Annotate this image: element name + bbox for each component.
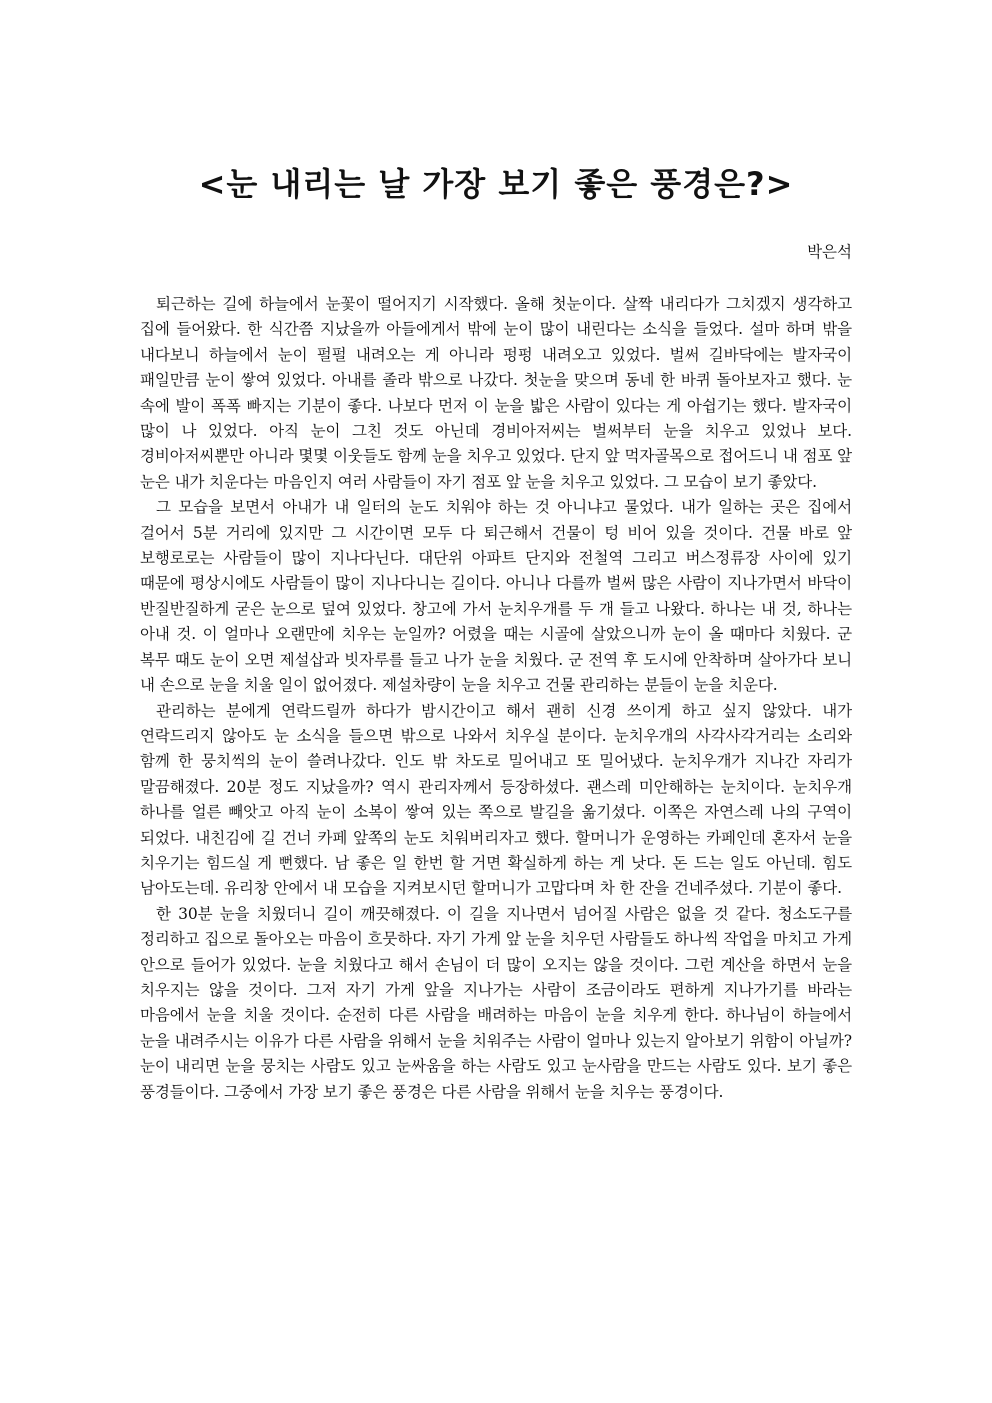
page-title: <눈 내리는 날 가장 보기 좋은 풍경은?> <box>198 165 794 203</box>
article-body <box>140 292 852 1105</box>
paragraph-2: 그 모습을 보면서 아내가 내 일터의 눈도 치워야 하는 것 아니냐고 물었다. 내가 일하는 곳은 집에서 걸어서 5분 거리에 있지만 그 시간이면 모두 다 퇴근해서 건물이 텅 비어 있을 것이다. 건물 바로 앞 보행로로는 사람들이 많이 지나다닌다. 대단위 아파트 단지와 전철역 그리고 버스정류장 사이에 있기 때문에 평상시에도 사람들이 많이 지나다니는 길이다. 아니나 다를까 벌써 많은 사람이 지나가면서 바닥이 반질반질하게 굳은 눈으로 덮여 있었다. 창고에 가서 눈치우개를 두 개 들고 나왔다. 하나는 내 것, 하나는 아내 것. 이 얼마나 오랜만에 치우는 눈일까? 어렸을 때는 시골에 살았으니까 눈이 올 때마다 치웠다. 군 복무 때도 눈이 오면 제설삽과 빗자루를 들고 나가 눈을 치웠다. 군 전역 후 도시에 안착하며 살아가다 보니 내 손으로 눈을 치울 일이 없어졌다. 제설차량이 눈을 치우고 건물 관리하는 분들이 눈을 치운다. <box>140 498 852 695</box>
author-name: 박은석 <box>807 243 852 261</box>
paragraph-1: 퇴근하는 길에 하늘에서 눈꽃이 떨어지기 시작했다. 올해 첫눈이다. 살짝 내리다가 그치겠지 생각하고 집에 들어왔다. 한 식간쯤 지났을까 아들에게서 밖에 눈이 많이 내린다는 소식을 들었다. 설마 하며 밖을 내다보니 하늘에서 눈이 펄펄 내려오는 게 아니라 펑펑 내려오고 있었다. 벌써 길바닥에는 발자국이 패일만큼 눈이 쌓여 있었다. 아내를 졸라 밖으로 나갔다. 첫눈을 맞으며 동네 한 바퀴 돌아보자고 했다. 눈 속에 발이 폭폭 빠지는 기분이 좋다. 나보다 먼저 이 눈을 밟은 사람이 있다는 게 아쉽기는 했다. 발자국이 많이 나 있었다. 아직 눈이 그친 것도 아닌데 경비아저씨는 벌써부터 눈을 치우고 있었나 보다. 경비아저씨뿐만 아니라 몇몇 이웃들도 함께 눈을 치우고 있었다. 단지 앞 먹자골목으로 접어드니 내 점포 앞 눈은 내가 치운다는 마음인지 여러 사람들이 자기 점포 앞 눈을 치우고 있었다. 그 모습이 보기 좋았다. <box>140 295 852 491</box>
paragraph-3: 관리하는 분에게 연락드릴까 하다가 밤시간이고 해서 괜히 신경 쓰이게 하고 싶지 않았다. 내가 연락드리지 않아도 눈 소식을 들으면 밖으로 나와서 치우실 분이다. 눈치우개의 사각사각거리는 소리와 함께 한 뭉치씩의 눈이 쓸려나갔다. 인도 밖 차도로 밀어내고 또 밀어냈다. 눈치우개가 지나간 자리가 말끔해졌다. 20분 정도 지났을까? 역시 관리자께서 등장하셨다. 괜스레 미안해하는 눈치이다. 눈치우개 하나를 얼른 빼앗고 아직 눈이 소복이 쌓여 있는 쪽으로 발길을 옮기셨다. 이쪽은 자연스레 나의 구역이 되었다. 내친김에 길 건너 카페 앞쪽의 눈도 치워버리자고 했다. 할머니가 운영하는 카페인데 혼자서 눈을 치우기는 힘드실 게 뻔했다. 남 좋은 일 한번 할 거면 확실하게 하는 게 낫다. 돈 드는 일도 아닌데. 힘도 남아도는데. 유리창 안에서 내 모습을 지켜보시던 할머니가 고맙다며 차 한 잔을 건네주셨다. 기분이 좋다. <box>140 701 852 898</box>
paragraph-4: 한 30분 눈을 치웠더니 길이 깨끗해졌다. 이 길을 지나면서 넘어질 사람은 없을 것 같다. 청소도구를 정리하고 집으로 돌아오는 마음이 흐뭇하다. 자기 가게 앞 눈을 치우던 사람들도 하나씩 작업을 마치고 가게 안으로 들어가 있었다. 눈을 치웠다고 해서 손님이 더 많이 오지는 않을 것이다. 그런 계산을 하면서 눈을 치우지는 않을 것이다. 그저 자기 가게 앞을 지나가는 사람이 조금이라도 편하게 지나가기를 바라는 마음에서 눈을 치울 것이다. 순전히 다른 사람을 배려하는 마음이 눈을 치우게 한다. 하나님이 하늘에서 눈을 내려주시는 이유가 다른 사람을 위해서 눈을 치워주는 사람이 얼마나 있는지 알아보기 위함이 아닐까? 눈이 내리면 눈을 뭉치는 사람도 있고 눈싸움을 하는 사람도 있고 눈사람을 만드는 사람도 있다. 보기 좋은 풍경들이다. 그중에서 가장 보기 좋은 풍경은 다른 사람을 위해서 눈을 치우는 풍경이다. <box>140 904 852 1101</box>
